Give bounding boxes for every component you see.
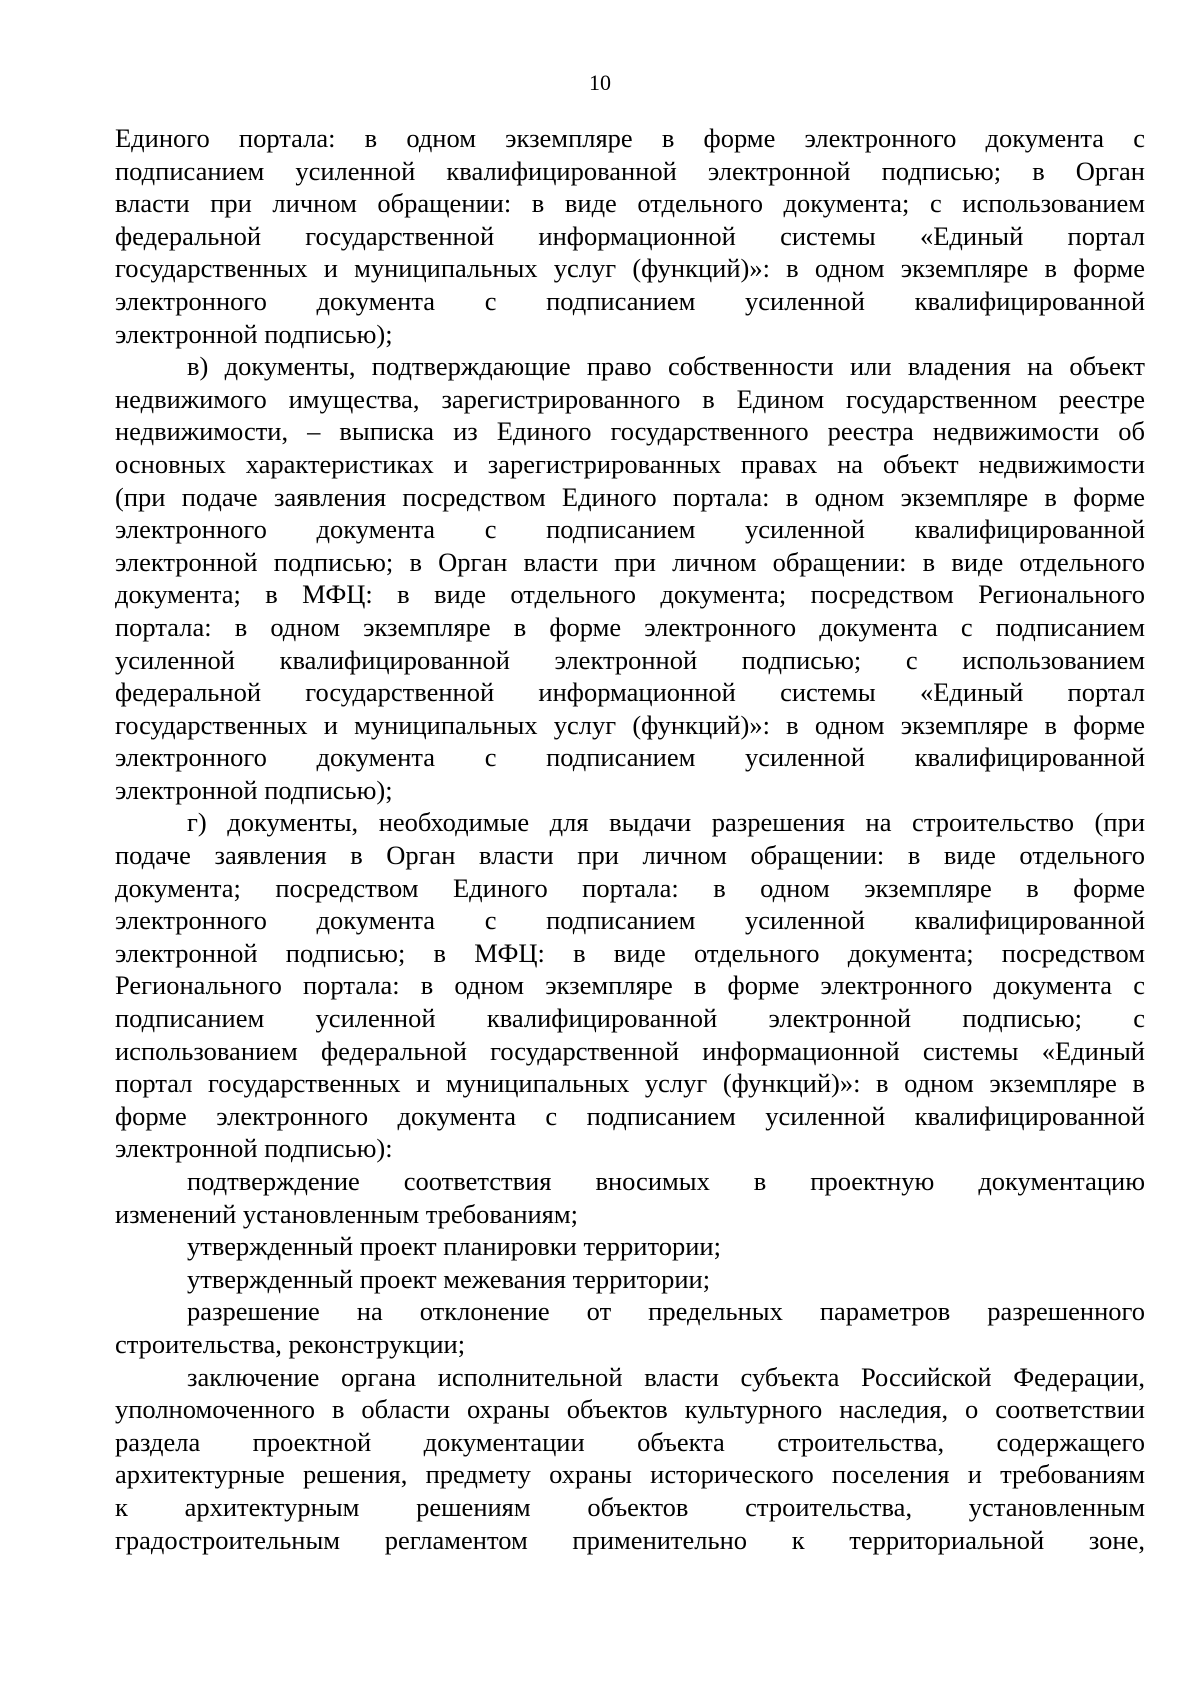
text-line: электронного документа с подписанием усиленной квалифицированной: [115, 285, 1145, 316]
text-line: власти при личном обращении: в виде отдельного документа; с использованием: [115, 188, 1145, 219]
text-line: Единого портала: в одном экземпляре в форме электронного документа с: [115, 123, 1145, 153]
text-line: недвижимого имущества, зарегистрированного в Едином государственном реестре: [115, 383, 1145, 414]
text-line: изменений установленным требованиям;: [115, 1198, 578, 1229]
text-line: портала: в одном экземпляре в форме электронного документа с подписанием: [115, 611, 1145, 642]
text-line: недвижимости, – выписка из Единого государственного реестра недвижимости об: [115, 416, 1145, 447]
text-line: государственных и муниципальных услуг (функций)»: в одном экземпляре в форме: [115, 709, 1145, 740]
text-line: Регионального портала: в одном экземпляре в форме электронного документа с: [115, 970, 1145, 1001]
text-line: градостроительным регламентом применительно к территориальной зоне,: [115, 1524, 1145, 1555]
text-line: федеральной государственной информационной системы «Единый портал: [115, 677, 1145, 708]
text-line: утвержденный проект межевания территории;: [187, 1263, 711, 1294]
text-line: электронной подписью);: [115, 774, 393, 805]
text-line: электронного документа с подписанием усиленной квалифицированной: [115, 905, 1145, 936]
text-line: электронной подписью);: [115, 318, 393, 349]
text-line: подписанием усиленной квалифицированной электронной подписью; с: [115, 1003, 1145, 1034]
text-line: федеральной государственной информационной системы «Единый портал: [115, 220, 1145, 251]
text-line: уполномоченного в области охраны объектов культурного наследия, о соответствии: [115, 1394, 1145, 1425]
text-line: использованием федеральной государственной информационной системы «Единый: [115, 1035, 1145, 1066]
page-number: 10: [589, 70, 611, 95]
text-line: подтверждение соответствия вносимых в проектную документацию: [187, 1166, 1145, 1196]
text-line: г) документы, необходимые для выдачи разрешения на строительство (при: [187, 807, 1145, 838]
text-line: разрешение на отклонение от предельных параметров разрешенного: [187, 1296, 1145, 1327]
text-line: документа; в МФЦ: в виде отдельного документа; посредством Регионального: [115, 579, 1145, 610]
text-line: электронного документа с подписанием усиленной квалифицированной: [115, 742, 1145, 773]
text-line: подписанием усиленной квалифицированной электронной подписью; в Орган: [115, 155, 1145, 186]
text-line: строительства, реконструкции;: [115, 1328, 466, 1359]
text-line: электронной подписью; в Орган власти при личном обращении: в виде отдельного: [115, 546, 1145, 577]
text-line: усиленной квалифицированной электронной подписью; с использованием: [115, 644, 1145, 675]
text-line: портал государственных и муниципальных услуг (функций)»: в одном экземпляре в: [115, 1068, 1145, 1099]
text-line: в) документы, подтверждающие право собственности или владения на объект: [187, 351, 1145, 382]
text-line: основных характеристиках и зарегистрированных правах на объект недвижимости: [115, 448, 1145, 479]
text-line: документа; посредством Единого портала: в одном экземпляре в форме: [115, 872, 1145, 903]
text-line: раздела проектной документации объекта строительства, содержащего: [115, 1426, 1145, 1457]
text-line: электронной подписью):: [115, 1133, 393, 1164]
text-line: заключение органа исполнительной власти субъекта Российской Федерации,: [187, 1361, 1145, 1392]
text-line: электронного документа с подписанием усиленной квалифицированной: [115, 514, 1145, 545]
document-body: [115, 122, 1145, 1556]
text-line: подаче заявления в Орган власти при личном обращении: в виде отдельного: [115, 840, 1145, 871]
text-line: (при подаче заявления посредством Единого портала: в одном экземпляре в форме: [115, 481, 1145, 512]
text-line: утвержденный проект планировки территории;: [187, 1231, 721, 1262]
text-line: государственных и муниципальных услуг (функций)»: в одном экземпляре в форме: [115, 253, 1145, 284]
text-line: к архитектурным решениям объектов строительства, установленным: [115, 1491, 1145, 1522]
text-line: форме электронного документа с подписанием усиленной квалифицированной: [115, 1100, 1145, 1131]
text-line: электронной подписью; в МФЦ: в виде отдельного документа; посредством: [115, 937, 1145, 968]
text-line: архитектурные решения, предмету охраны исторического поселения и требованиям: [115, 1459, 1145, 1490]
